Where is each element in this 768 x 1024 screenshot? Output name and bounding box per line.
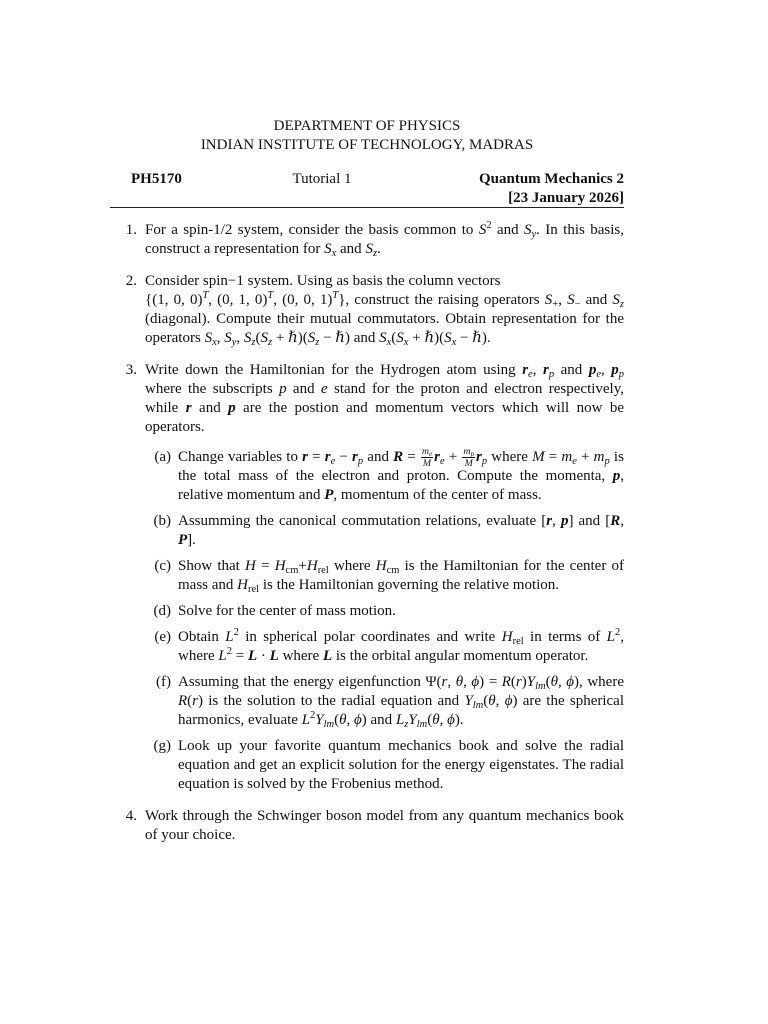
text-run: For a spin-1/2 system, consider the basis common to <box>145 222 479 238</box>
subscript: e <box>439 456 445 468</box>
text-run: · <box>257 648 270 664</box>
math-symbol: R <box>501 674 511 690</box>
text-run: , <box>439 712 448 728</box>
text-run: ) is the solution to the radial equation and <box>198 693 465 709</box>
subscript: y <box>531 229 537 241</box>
math-symbol: S <box>324 241 332 257</box>
text-run: − <box>335 449 353 465</box>
text-run: , <box>216 330 225 346</box>
text-run: Look up your favorite quantum mechanics book and solve the radial equation and get an explicit solution for the energy eigenstates. The radial equation is solved by the Frobenius method. <box>178 738 624 792</box>
math-symbol: e <box>320 381 328 397</box>
question-text <box>145 807 624 845</box>
text-run: ( <box>187 693 193 709</box>
math-symbol: L <box>395 712 405 728</box>
text-run: in spherical polar coordinates and write <box>238 629 502 645</box>
sub-question-label: (f) <box>156 674 171 690</box>
subscript: x <box>331 248 337 260</box>
text-run: ) and <box>344 330 380 346</box>
sub-question-text <box>178 557 624 595</box>
text-run: is the Hamiltonian governing the relative motion. <box>259 577 560 593</box>
text-run: Assuming that the energy eigenfunction Ψ( <box>178 674 442 690</box>
math-symbol: ϕ <box>354 712 362 728</box>
superscript: 2 <box>233 627 239 639</box>
text-run: . In this basis, construct a representation for <box>145 222 624 257</box>
subscript: e <box>528 369 533 381</box>
text-run: ( <box>510 674 516 690</box>
text-run: ), where <box>574 674 624 690</box>
subscript: e <box>596 369 601 381</box>
math-symbol: S <box>365 241 373 257</box>
sub-question-b <box>145 512 624 550</box>
question-1 <box>110 221 624 259</box>
superscript: 2 <box>486 220 492 232</box>
subscript: rel <box>512 636 524 648</box>
text-run: + <box>444 449 462 465</box>
question-text <box>145 361 624 437</box>
text-run: Assumming the canonical commutation relations, evaluate [ <box>178 513 547 529</box>
math-symbol: H <box>501 629 513 645</box>
text-run: , <box>236 330 244 346</box>
subscript: lm <box>472 700 484 712</box>
vector-symbol: P <box>178 532 188 548</box>
subscript: lm <box>323 719 335 731</box>
vector-symbol: L <box>247 648 258 664</box>
math-symbol: L <box>301 712 311 728</box>
text-run: = <box>544 449 562 465</box>
sub-question-text <box>178 628 624 666</box>
math-symbol: M <box>422 458 432 470</box>
institute-title: INDIAN INSTITUTE OF TECHNOLOGY, MADRAS <box>200 137 534 153</box>
text-run: , <box>620 513 624 529</box>
math-symbol: L <box>218 648 227 664</box>
text-run: are the postion and momentum vectors which will now be operators. <box>145 400 624 435</box>
math-symbol: Y <box>464 693 473 709</box>
vector-symbol: p <box>228 400 236 416</box>
subscript: z <box>268 337 273 349</box>
text-run: ] and [ <box>568 513 611 529</box>
sub-question-text <box>178 602 624 621</box>
text-run: , <box>532 362 543 378</box>
math-symbol: H <box>237 577 249 593</box>
text-run: is the total mass of the electron and proton. Compute the momenta, <box>178 449 624 484</box>
vector-symbol: L <box>269 648 279 664</box>
text-run: , relative momentum and <box>178 468 624 503</box>
text-run: where the subscripts <box>145 381 280 397</box>
text-run: , <box>463 674 472 690</box>
subscript: p <box>604 456 610 468</box>
math-symbol: θ <box>550 674 558 690</box>
subscript: z <box>315 337 320 349</box>
text-run: = <box>307 449 325 465</box>
text-run: + <box>408 330 425 346</box>
fraction <box>462 447 475 468</box>
text-run: stand for the proton and electron respectively, while <box>145 381 625 416</box>
math-symbol: H <box>245 558 256 574</box>
text-run: , where <box>178 629 625 664</box>
text-run: Consider spin−1 system. Using as basis the column vectors <box>145 273 501 289</box>
text-run: = <box>403 449 420 465</box>
subscript: p <box>357 456 364 468</box>
math-symbol: θ <box>432 712 440 728</box>
math-symbol: ℏ <box>288 330 298 346</box>
vector-symbol: r <box>185 400 192 416</box>
math-symbol: S <box>612 292 620 308</box>
text-run: ( <box>255 330 261 346</box>
math-symbol: L <box>225 629 234 645</box>
subscript: cm <box>386 565 400 577</box>
subscript: cm <box>285 565 299 577</box>
text-run: ( <box>545 674 551 690</box>
sub-question-list <box>145 448 624 794</box>
fraction <box>421 447 433 468</box>
subscript: p <box>470 451 475 459</box>
question-text <box>145 272 624 348</box>
sub-question-label: (a) <box>154 449 171 465</box>
text-run: = <box>255 558 275 574</box>
math-symbol: S <box>396 330 404 346</box>
vector-symbol: p <box>560 513 569 529</box>
vector-symbol: r <box>543 362 549 378</box>
question-number: 1. <box>125 222 137 238</box>
text-run: , <box>600 362 612 378</box>
text-run: , <box>495 693 505 709</box>
question-4 <box>110 807 624 845</box>
math-symbol: M <box>532 449 545 465</box>
question-list <box>110 221 624 858</box>
math-symbol: S <box>224 330 232 346</box>
math-symbol: H <box>306 558 318 574</box>
text-run: is the Hamiltonian for the center of mass and <box>178 558 624 593</box>
question-number: 2. <box>125 273 137 289</box>
text-run: ( <box>483 693 489 709</box>
math-symbol: L <box>606 629 616 645</box>
text-run: {(1, 0, 0) <box>145 292 203 308</box>
superscript: 2 <box>615 627 621 639</box>
vector-symbol: r <box>324 449 331 465</box>
math-symbol: S <box>478 222 487 238</box>
sub-question-text <box>178 673 624 730</box>
subscript: p <box>618 369 625 381</box>
text-run: }, construct the raising operators <box>338 292 545 308</box>
text-run: and <box>336 241 366 257</box>
subscript: lm <box>416 719 428 731</box>
text-run: ). <box>454 712 464 728</box>
question-number: 4. <box>125 808 137 824</box>
fraction-denominator <box>462 458 475 468</box>
math-symbol: R <box>178 693 188 709</box>
text-run: ) and <box>361 712 396 728</box>
text-run: , momentum of the center of mass. <box>333 487 542 503</box>
text-run: ]. <box>187 532 196 548</box>
subscript: z <box>619 299 624 311</box>
superscript: T <box>332 290 339 302</box>
sub-question-f <box>145 673 624 730</box>
vector-symbol: P <box>324 487 334 503</box>
superscript: 2 <box>310 710 316 722</box>
text-run: and <box>286 381 321 397</box>
sub-question-c <box>145 557 624 595</box>
subscript: z <box>251 337 256 349</box>
vector-symbol: r <box>434 449 440 465</box>
math-symbol: S <box>524 222 532 238</box>
text-run: Change variables to <box>178 449 303 465</box>
math-symbol: S <box>379 330 387 346</box>
question-text <box>145 221 624 259</box>
math-symbol: m <box>463 446 471 458</box>
sub-question-a <box>145 448 624 505</box>
text-run: , <box>447 674 456 690</box>
subscript: e <box>572 456 577 468</box>
fraction-denominator <box>421 458 433 468</box>
sub-question-label: (b) <box>153 513 171 529</box>
math-symbol: ϕ <box>447 712 455 728</box>
text-run: − <box>319 330 336 346</box>
vector-symbol: L <box>322 648 333 664</box>
superscript: T <box>267 290 274 302</box>
text-run: ( <box>391 330 397 346</box>
math-symbol: θ <box>339 712 347 728</box>
math-symbol: r <box>192 693 199 709</box>
sub-question-label: (e) <box>154 629 171 645</box>
question-number: 3. <box>125 362 137 378</box>
fraction-numerator <box>462 447 475 458</box>
text-run: . <box>377 241 381 257</box>
subscript: − <box>574 299 581 311</box>
math-symbol: S <box>204 330 213 346</box>
text-run: , (0, 0, 1) <box>273 292 333 308</box>
subscript: x <box>451 337 457 349</box>
text-run: (diagonal). Compute their mutual commutators. Obtain representation for the operators <box>145 311 624 346</box>
tutorial-number: Tutorial 1 <box>292 171 352 187</box>
text-run: = <box>232 648 248 664</box>
sub-question-label: (c) <box>154 558 171 574</box>
subscript: e <box>429 451 433 459</box>
vector-symbol: r <box>546 513 553 529</box>
text-run: ). <box>481 330 491 346</box>
math-symbol: p <box>279 381 287 397</box>
text-run: , <box>557 674 567 690</box>
department-title: DEPARTMENT OF PHYSICS <box>273 118 461 134</box>
text-run: where <box>487 449 533 465</box>
text-run: )( <box>297 330 308 346</box>
sub-question-text <box>178 737 624 794</box>
question-3 <box>110 361 624 794</box>
vector-symbol: p <box>612 468 621 484</box>
sub-question-d <box>145 602 624 621</box>
text-run: Write down the Hamiltonian for the Hydrogen atom using <box>145 362 523 378</box>
math-symbol: ϕ <box>566 674 575 690</box>
vector-symbol: r <box>302 449 308 465</box>
math-symbol: m <box>421 446 430 458</box>
math-symbol: H <box>375 558 387 574</box>
text-run: ) = <box>479 674 502 690</box>
math-symbol: S <box>243 330 252 346</box>
text-run: Work through the Schwinger boson model from any quantum mechanics book of your choice. <box>145 808 624 843</box>
sub-question-g <box>145 737 624 794</box>
math-symbol: M <box>464 458 473 470</box>
subscript: rel <box>248 584 260 596</box>
course-code: PH5170 <box>131 171 182 187</box>
sub-question-label: (d) <box>153 603 171 619</box>
math-symbol: Y <box>315 712 324 728</box>
subscript: e <box>330 456 336 468</box>
math-symbol: Y <box>526 674 536 690</box>
text-run: in terms of <box>523 629 607 645</box>
math-symbol: θ <box>455 674 464 690</box>
subscript: y <box>231 337 237 349</box>
superscript: T <box>202 290 209 302</box>
subscript: lm <box>535 681 546 693</box>
subscript: x <box>386 337 392 349</box>
tutorial-date: [23 January 2026] <box>508 190 624 206</box>
subscript: + <box>552 299 559 311</box>
subscript: x <box>212 337 217 349</box>
text-run: , (0, 1, 0) <box>208 292 268 308</box>
math-symbol: r <box>515 674 522 690</box>
vector-symbol: r <box>522 362 529 378</box>
text-run: )( <box>434 330 445 346</box>
text-run: , <box>552 513 561 529</box>
sub-question-label: (g) <box>153 738 171 754</box>
subscript: rel <box>317 565 329 577</box>
vector-symbol: p <box>588 362 597 378</box>
text-run: + <box>298 558 307 574</box>
math-symbol: H <box>274 558 286 574</box>
subscript: z <box>404 719 409 731</box>
fraction-numerator <box>421 447 433 458</box>
text-run: , <box>346 712 355 728</box>
text-run: ( <box>334 712 340 728</box>
math-symbol: m <box>561 449 573 465</box>
text-run: and <box>191 400 229 416</box>
sub-question-text <box>178 512 624 550</box>
text-run: + <box>272 330 289 346</box>
math-symbol: m <box>593 449 605 465</box>
vector-symbol: r <box>476 449 482 465</box>
text-run: is the orbital angular momentum operator. <box>332 648 589 664</box>
math-symbol: ℏ <box>335 330 345 346</box>
text-run: and <box>491 222 524 238</box>
subscript: z <box>372 248 378 260</box>
text-run: where <box>278 648 323 664</box>
sub-question-e <box>145 628 624 666</box>
text-run: Obtain <box>178 629 226 645</box>
text-run: + <box>576 449 594 465</box>
text-run: , <box>558 292 568 308</box>
text-run: Show that <box>178 558 246 574</box>
math-symbol: S <box>444 330 452 346</box>
vector-symbol: r <box>352 449 358 465</box>
subscript: p <box>481 456 488 468</box>
math-symbol: Y <box>408 712 417 728</box>
text-run: and <box>363 449 394 465</box>
text-run: ) are the spherical harmonics, evaluate <box>178 693 624 728</box>
math-symbol: ℏ <box>472 330 482 346</box>
sub-question-text <box>178 448 624 505</box>
text-run: where <box>328 558 376 574</box>
text-run: ) <box>521 674 527 690</box>
math-symbol: ℏ <box>424 330 435 346</box>
text-run: Solve for the center of mass motion. <box>178 603 396 619</box>
question-2 <box>110 272 624 348</box>
course-name: Quantum Mechanics 2 <box>478 171 624 187</box>
math-symbol: S <box>544 292 553 308</box>
math-symbol: θ <box>488 693 496 709</box>
math-symbol: r <box>441 674 448 690</box>
header-divider <box>110 207 624 208</box>
text-run: and <box>554 362 589 378</box>
superscript: 2 <box>226 646 232 658</box>
vector-symbol: R <box>393 449 404 465</box>
math-symbol: S <box>567 292 575 308</box>
vector-symbol: p <box>611 362 619 378</box>
math-symbol: ϕ <box>504 693 513 709</box>
subscript: x <box>403 337 409 349</box>
text-run: and <box>580 292 613 308</box>
text-run: − <box>456 330 473 346</box>
math-symbol: S <box>260 330 268 346</box>
text-run: ( <box>427 712 433 728</box>
subscript: p <box>548 369 555 381</box>
math-symbol: S <box>307 330 316 346</box>
math-symbol: ϕ <box>471 674 480 690</box>
vector-symbol: R <box>610 513 621 529</box>
